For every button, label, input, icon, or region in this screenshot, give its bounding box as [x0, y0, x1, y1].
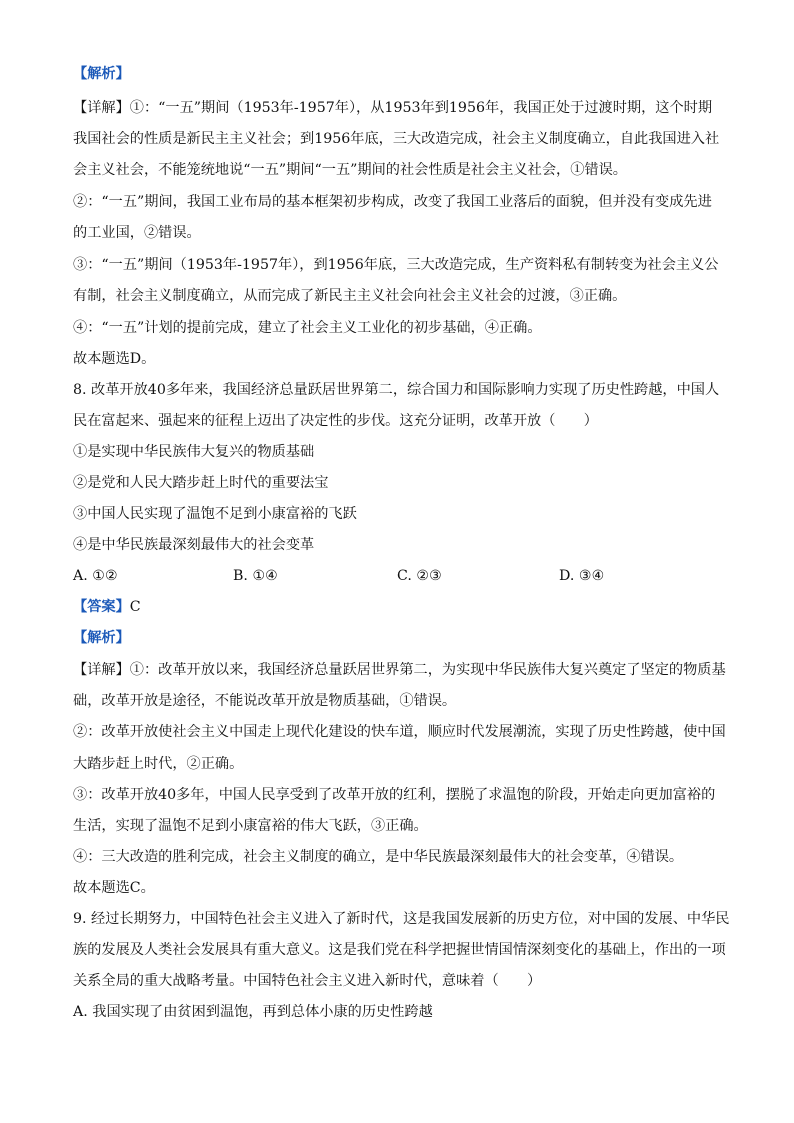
q9-stem-line: 关系全局的重大战略考量。中国特色社会主义进入新时代，意味着（ ） — [73, 973, 542, 989]
q8-stem-line: 8. 改革开放40多年来，我国经济总量跃居世界第二，综合国力和国际影响力实现了历史性跨越，中国人 — [73, 382, 720, 398]
q8-statement: ①是实现中华民族伟大复兴的物质基础 — [73, 444, 315, 460]
q7-analysis-line: ④：“一五”计划的提前完成，建立了社会主义工业化的初步基础，④正确。 — [73, 320, 542, 336]
q8-option-a: A. ①② — [73, 568, 118, 584]
q7-analysis-line: 有制，社会主义制度确立，从而完成了新民主主义社会向社会主义社会的过渡，③正确。 — [73, 288, 627, 304]
q8-answer — [73, 597, 734, 617]
q9-stem-line: 9. 经过长期努力，中国特色社会主义进入了新时代，这是我国发展新的历史方位，对中国的发展、中华民 — [73, 911, 730, 927]
q8-analysis-heading: 【解析】 — [73, 630, 130, 646]
q8-analysis-line: 础，改革开放是途径，不能说改革开放是物质基础，①错误。 — [73, 693, 457, 709]
q7-analysis-line: 的工业国，②错误。 — [73, 225, 201, 241]
q8-option-d: D. ③④ — [559, 568, 605, 584]
q7-analysis-line: ③：“一五”期间（1953年-1957年），到1956年底，三大改造完成，生产资料私有制转变为社会主义公 — [73, 257, 719, 273]
q8-statement: ③中国人民实现了温饱不足到小康富裕的飞跃 — [73, 506, 357, 522]
q8-analysis-line: ④：三大改造的胜利完成，社会主义制度的确立，是中华民族最深刻最伟大的社会变革，④错误。 — [73, 849, 684, 865]
q8-stem-line: 民在富起来、强起来的征程上迈出了决定性的步伐。这充分证明，改革开放（ ） — [73, 413, 598, 429]
q7-conclusion: 故本题选D。 — [73, 351, 156, 367]
q8-analysis-line: ③：改革开放40多年，中国人民享受到了改革开放的红利，摆脱了求温饱的阶段，开始走向更加富裕的 — [73, 787, 716, 803]
q8-options — [73, 566, 733, 586]
q8-statement: ②是党和人民大踏步赶上时代的重要法宝 — [73, 475, 329, 491]
q8-option-b: B. ①④ — [233, 568, 278, 584]
q9-stem-line: 族的发展及人类社会发展具有重大意义。这是我们党在科学把握世情国情深刻变化的基础上，作出的一项 — [73, 942, 726, 958]
q8-analysis-line: 大踏步赶上时代，②正确。 — [73, 756, 244, 772]
q8-answer-label: 【答案】 — [73, 599, 130, 615]
q8-option-c: C. ②③ — [397, 568, 442, 584]
q8-statement: ④是中华民族最深刻最伟大的社会变革 — [73, 537, 315, 553]
q7-analysis-line: 我国社会的性质是新民主主义社会；到1956年底，三大改造完成，社会主义制度确立，自此我国进入社 — [73, 131, 720, 147]
q7-analysis-line: 会主义社会，不能笼统地说“一五”期间“一五”期间的社会性质是社会主义社会，①错误。 — [73, 162, 627, 178]
q8-answer-value: C — [129, 599, 141, 615]
q8-analysis-line: ②：改革开放使社会主义中国走上现代化建设的快车道，顺应时代发展潮流，实现了历史性跨越，使中国 — [73, 724, 726, 740]
q7-analysis-heading: 【解析】 — [73, 66, 130, 82]
q8-analysis-line: 生活，实现了温饱不足到小康富裕的伟大飞跃，③正确。 — [73, 818, 428, 834]
q7-analysis-line: ②：“一五”期间，我国工业布局的基本框架初步构成，改变了我国工业落后的面貌，但并没有变成先进 — [73, 194, 712, 210]
q7-analysis-line: 【详解】①：“一五”期间（1953年-1957年），从1953年到1956年，我国正处于过渡时期，这个时期 — [73, 100, 713, 116]
q8-analysis-line: 【详解】①：改革开放以来，我国经济总量跃居世界第二，为实现中华民族伟大复兴奠定了坚定的物质基 — [73, 662, 726, 678]
q9-option-a: A. 我国实现了由贫困到温饱，再到总体小康的历史性跨越 — [73, 1004, 433, 1020]
q8-conclusion: 故本题选C。 — [73, 880, 155, 896]
